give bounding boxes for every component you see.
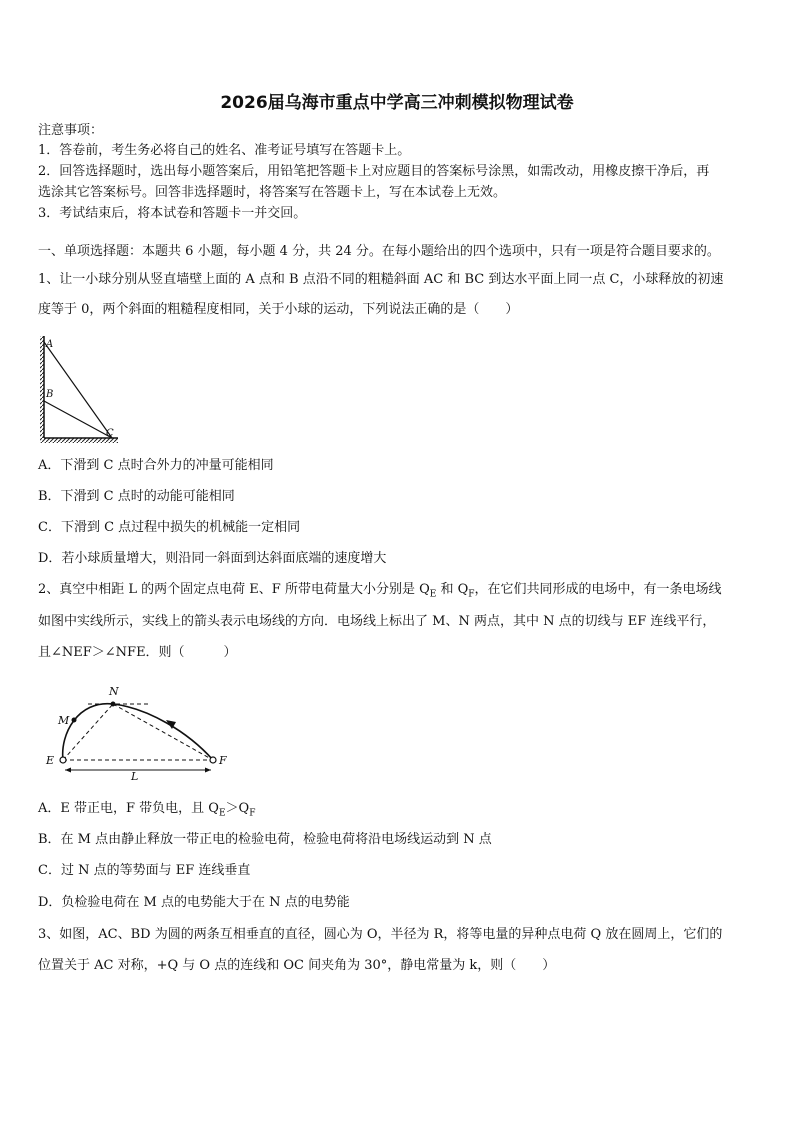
q2-option-b: B．在 M 点由静止释放一带正电的检验电荷，检验电荷将沿电场线运动到 N 点 xyxy=(38,832,492,847)
q2-stem-part2: 和 Q xyxy=(436,582,469,597)
label-n: N xyxy=(109,685,119,698)
q2-sub-e: E xyxy=(429,589,437,600)
q1-stem-line1: 1、让一小球分别从竖直墙壁上面的 A 点和 B 点沿不同的粗糙斜面 AC 和 BC 到达水平面上同一点 C，小球释放的初速 xyxy=(38,272,724,287)
page-title: 2026届乌海市重点中学高三冲刺模拟物理试卷 xyxy=(220,93,574,113)
label-b: B xyxy=(46,389,54,400)
q1-stem-line2: 度等于 0，两个斜面的粗糙程度相同，关于小球的运动，下列说法正确的是（ ） xyxy=(38,302,519,317)
q2-option-a xyxy=(38,799,255,824)
q2-option-a-part1: A．E 带正电，F 带负电，且 Q xyxy=(38,801,219,816)
q3-stem-line1: 3、如图，AC、BD 为圆的两条互相垂直的直径，圆心为 O，半径为 R，将等电量的异种点电荷 Q 放在圆周上，它们的 xyxy=(38,927,723,942)
label-e: E xyxy=(46,754,55,767)
charge-e xyxy=(60,757,66,763)
q2-stem-line1 xyxy=(38,580,722,605)
point-n xyxy=(111,702,116,707)
q2-stem-line2: 如图中实线所示，实线上的箭头表示电场线的方向．电场线上标出了 M、N 两点，其中 N 点的切线与 EF 连线平行， xyxy=(38,614,716,629)
notice-item-3: 3．考试结束后，将本试卷和答题卡一并交回。 xyxy=(38,206,307,221)
q2-option-a-sub-f: F xyxy=(249,808,256,819)
label-c: C xyxy=(106,428,114,439)
line-en xyxy=(63,704,113,760)
q2-stem-part1: 2、真空中相距 L 的两个固定点电荷 E、F 所带电荷量大小分别是 Q xyxy=(38,582,430,597)
notice-header: 注意事项： xyxy=(38,123,104,138)
label-f: F xyxy=(219,754,227,767)
label-l: L xyxy=(131,770,139,782)
q3-stem-line2: 位置关于 AC 对称，+Q 与 O 点的连线和 OC 间夹角为 30°，静电常量为 k，则（ ） xyxy=(38,958,556,973)
q1-option-c: C．下滑到 C 点过程中损失的机械能一定相同 xyxy=(38,520,301,535)
q2-option-a-sub-e: E xyxy=(218,808,226,819)
section-header: 一、单项选择题：本题共 6 小题，每小题 4 分，共 24 分。在每小题给出的四个选项中，只有一项是符合题目要求的。 xyxy=(38,244,720,259)
q2-field-line-diagram xyxy=(38,682,238,782)
label-a: A xyxy=(46,339,54,350)
notice-item-2: 2．回答选择题时，选出每小题答案后，用铅笔把答题卡上对应题目的答案标号涂黑，如需改动，用橡皮擦干净后，再 xyxy=(38,164,710,179)
q2-option-c: C．过 N 点的等势面与 EF 连线垂直 xyxy=(38,863,251,878)
q1-incline-diagram xyxy=(38,334,122,446)
incline-ac xyxy=(44,342,112,438)
q1-option-d: D．若小球质量增大，则沿同一斜面到达斜面底端的速度增大 xyxy=(38,551,387,566)
q1-option-b: B．下滑到 C 点时的动能可能相同 xyxy=(38,489,235,504)
q2-sub-f: F xyxy=(468,589,475,600)
q1-option-a: A．下滑到 C 点时合外力的冲量可能相同 xyxy=(38,458,274,473)
notice-item-2-cont: 选涂其它答案标号。回答非选择题时，将答案写在答题卡上，写在本试卷上无效。 xyxy=(38,185,507,200)
distance-arrow-left xyxy=(65,768,71,773)
field-line xyxy=(63,704,213,760)
distance-arrow-right xyxy=(205,768,211,773)
q2-option-d: D．负检验电荷在 M 点的电势能大于在 N 点的电势能 xyxy=(38,895,350,910)
point-m xyxy=(72,718,77,723)
q2-stem-part3: ，在它们共同形成的电场中，有一条电场线 xyxy=(474,582,722,597)
incline-bc xyxy=(44,401,112,438)
label-m: M xyxy=(58,714,70,727)
charge-f xyxy=(210,757,216,763)
q2-option-a-part2: ＞Q xyxy=(225,801,250,816)
line-nf xyxy=(113,704,213,760)
q2-stem-line3: 且∠NEF＞∠NFE．则（ ） xyxy=(38,645,237,660)
notice-item-1: 1．答卷前，考生务必将自己的姓名、准考证号填写在答题卡上。 xyxy=(38,143,411,158)
